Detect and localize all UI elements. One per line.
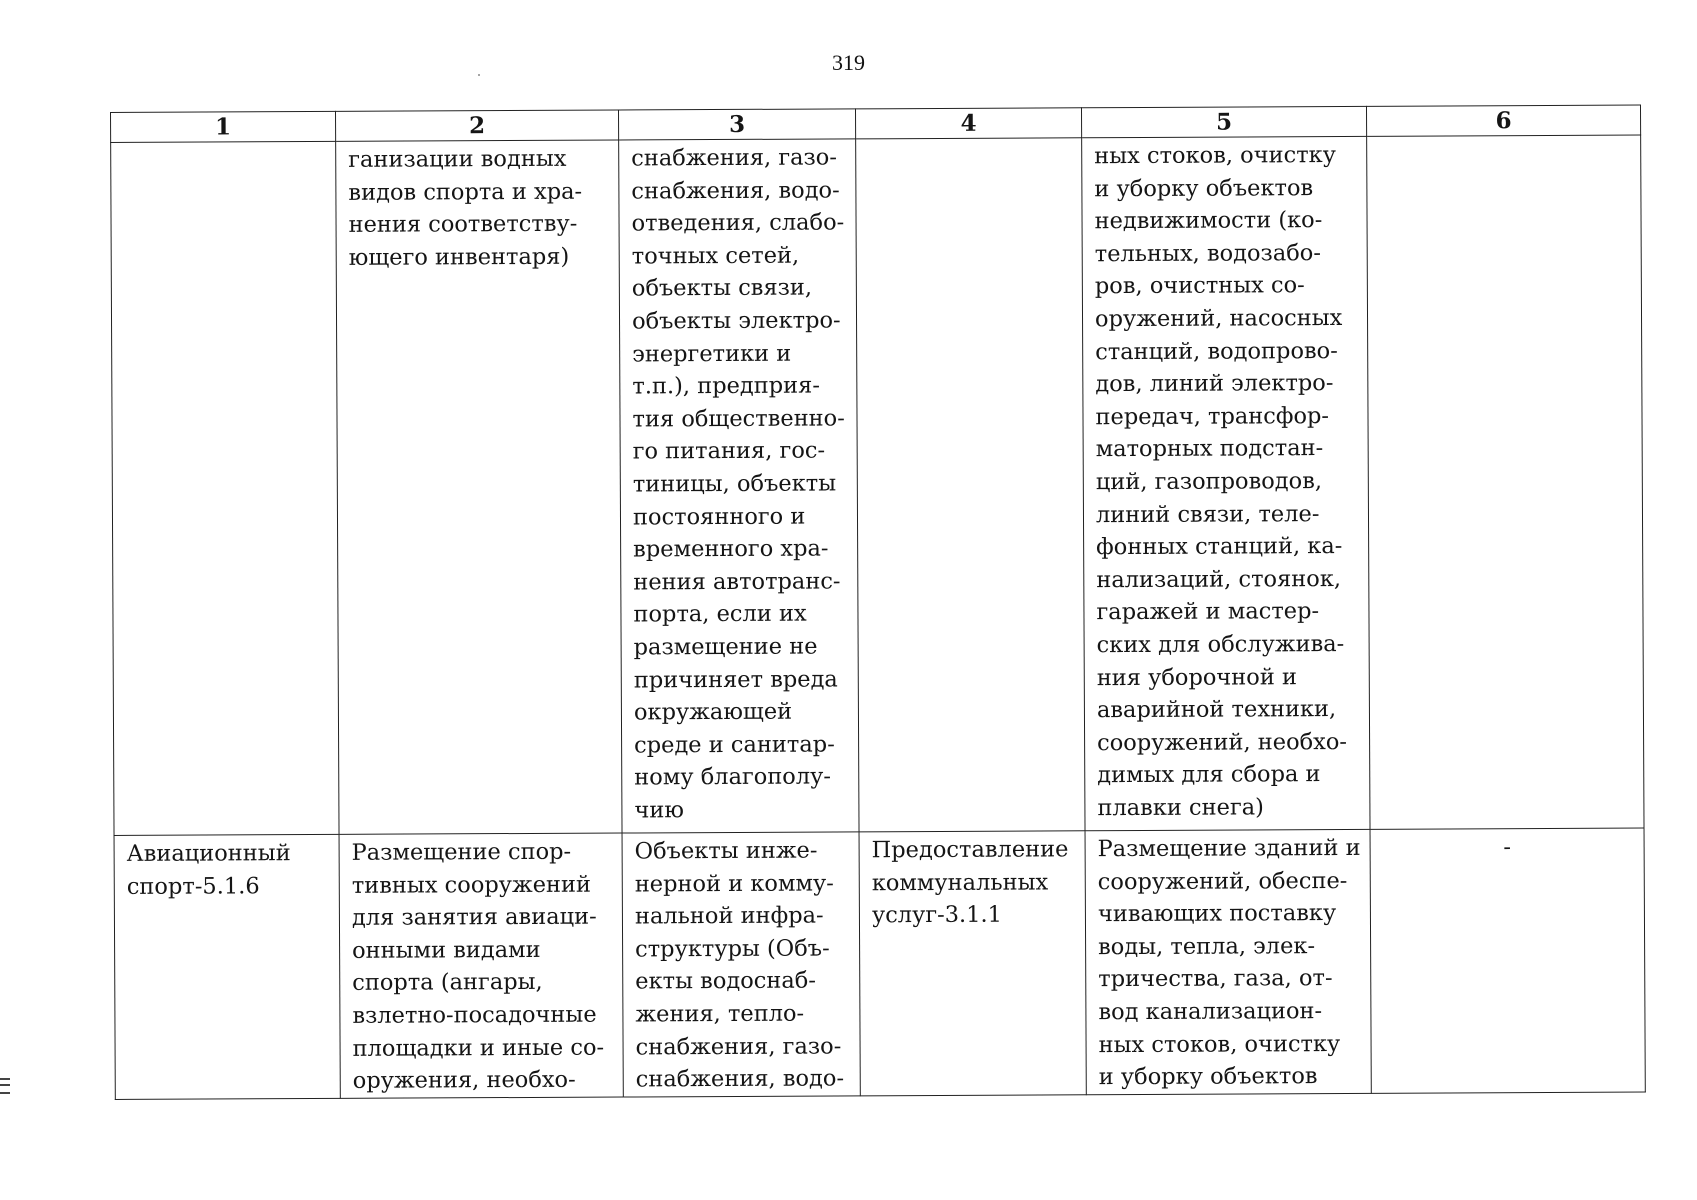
cell-text-line: оружений, насосных bbox=[1094, 304, 1343, 333]
cell-text-line: окружающей bbox=[633, 698, 793, 726]
cell-text-line: взлетно-посадочные bbox=[352, 1001, 597, 1029]
header-col-4: 4 bbox=[855, 108, 1081, 139]
cell-text-line: отведения, слабо- bbox=[631, 209, 845, 237]
cell-conditional-description bbox=[1082, 136, 1370, 830]
cell-text-line: ских для обслужива- bbox=[1096, 630, 1345, 659]
cell-text-line: тричества, газа, от- bbox=[1098, 965, 1333, 993]
cell-text-line: плавки снега) bbox=[1097, 794, 1264, 822]
header-col-5: 5 bbox=[1081, 106, 1366, 137]
cell-auxiliary-uses bbox=[619, 139, 859, 833]
cell-text-line: дов, линий электро- bbox=[1095, 370, 1334, 398]
cell-text-line: гаражей и мастер- bbox=[1096, 598, 1320, 626]
cell-text-line: маторных подстан- bbox=[1095, 435, 1324, 463]
cell-text-line: тельных, водозабо- bbox=[1094, 239, 1321, 267]
cell-type-description bbox=[336, 140, 622, 834]
cell-text-line: ций, газопроводов, bbox=[1095, 468, 1323, 496]
margin-mark bbox=[0, 1078, 10, 1094]
cell-text-line: Авиационный bbox=[126, 840, 291, 867]
cell-text-line: среде и санитар- bbox=[634, 731, 835, 759]
cell-text-line: нения соответству- bbox=[348, 210, 578, 239]
header-col-3: 3 bbox=[618, 109, 855, 140]
cell-text-line: нальной инфра- bbox=[634, 902, 824, 930]
cell-text-line: ных стоков, очистку bbox=[1094, 142, 1336, 170]
cell-text-line: структуры (Объ- bbox=[635, 935, 830, 963]
cell-text-line: недвижимости (ко- bbox=[1094, 207, 1323, 235]
cell-text-line: объекты электро- bbox=[631, 307, 841, 335]
document-table bbox=[110, 105, 1646, 1100]
cell-text-line: видов спорта и хра- bbox=[348, 178, 583, 206]
cell-conditional-description bbox=[1085, 829, 1371, 1094]
cell-text-line: жения, тепло- bbox=[635, 1000, 805, 1028]
cell-conditional-type bbox=[856, 138, 1085, 832]
cell-text-line: ров, очистных со- bbox=[1094, 272, 1305, 300]
cell-text-line: станций, водопрово- bbox=[1095, 337, 1338, 365]
cell-text-line: ющего инвентаря) bbox=[348, 243, 570, 271]
page-number: 319 bbox=[832, 50, 865, 75]
cell-text-line: передач, трансфор- bbox=[1095, 402, 1330, 430]
cell-text-line: ния уборочной и bbox=[1096, 663, 1298, 691]
header-col-2: 2 bbox=[335, 110, 618, 141]
header-col-6: 6 bbox=[1366, 105, 1640, 136]
cell-text-line: снабжения, водо- bbox=[635, 1065, 845, 1093]
cell-text-line: го питания, гос- bbox=[632, 437, 826, 465]
table-row-continued bbox=[111, 135, 1644, 835]
cell-text-line: чивающих поставку bbox=[1097, 900, 1337, 928]
cell-text-line: Объекты инже- bbox=[634, 837, 818, 865]
cell-text-line: вод канализацион- bbox=[1098, 998, 1323, 1026]
cell-text-line: и уборку объектов bbox=[1094, 174, 1314, 202]
cell-text-line: нения автотранс- bbox=[633, 568, 841, 596]
cell-text-line: екты водоснаб- bbox=[635, 967, 816, 995]
cell-text-line: площадки и иные со- bbox=[352, 1034, 605, 1062]
cell-text-line: онными видами bbox=[352, 936, 541, 964]
cell-text-line: ному благополу- bbox=[634, 763, 832, 791]
cell-text-line: т.п.), предприя- bbox=[632, 372, 821, 400]
cell-type-description bbox=[339, 833, 623, 1098]
cell-text-line: Предоставление bbox=[871, 836, 1069, 864]
cell-text-line: сооружений, необхо- bbox=[1097, 728, 1348, 756]
cell-text-line: постоянного и bbox=[632, 503, 806, 530]
cell-text-line: снабжения, газо- bbox=[635, 1033, 842, 1061]
cell-notes bbox=[1367, 135, 1644, 829]
cell-text-line: воды, тепла, элек- bbox=[1098, 932, 1316, 960]
header-col-1: 1 bbox=[111, 111, 336, 142]
cell-text-line: нализаций, стоянок, bbox=[1096, 565, 1342, 593]
cell-text-line: тия общественно- bbox=[632, 405, 845, 433]
cell-text-line: снабжения, газо- bbox=[631, 144, 837, 172]
cell-text-line: спорт-5.1.6 bbox=[126, 872, 260, 900]
cell-text-line: коммунальных bbox=[871, 869, 1049, 896]
cell-text-line: причиняет вреда bbox=[633, 665, 838, 693]
cell-text-line: чию bbox=[634, 797, 684, 824]
cell-text-line: тивных сооружений bbox=[351, 871, 592, 899]
cell-text-line: линий связи, теле- bbox=[1095, 500, 1320, 528]
cell-text-line: порта, если их bbox=[633, 600, 807, 628]
cell-conditional-type bbox=[859, 831, 1086, 1096]
cell-text-line: ганизации водных bbox=[348, 145, 567, 173]
cell-text-line: спорта (ангары, bbox=[352, 969, 543, 997]
cell-text-line: Размещение спор- bbox=[351, 838, 572, 866]
cell-text-line: - bbox=[1503, 834, 1511, 861]
cell-text-line: Размещение зданий и bbox=[1097, 834, 1361, 863]
cell-text-line: сооружений, обеспе- bbox=[1097, 867, 1348, 895]
cell-text-line: размещение не bbox=[633, 633, 818, 661]
cell-type-name bbox=[114, 834, 340, 1099]
cell-text-line: димых для сбора и bbox=[1097, 761, 1321, 789]
cell-auxiliary-uses bbox=[622, 832, 860, 1097]
cell-text-line: ных стоков, очистку bbox=[1098, 1030, 1341, 1058]
cell-type-name bbox=[111, 141, 339, 835]
cell-text-line: оружения, необхо- bbox=[352, 1066, 576, 1094]
table-row-aviation-sport bbox=[114, 828, 1645, 1099]
cell-text-line: снабжения, водо- bbox=[631, 177, 840, 205]
cell-text-line: аварийной техники, bbox=[1096, 696, 1337, 724]
cell-text-line: энергетики и bbox=[632, 340, 792, 368]
cell-notes bbox=[1370, 828, 1645, 1093]
cell-text-line: тиницы, объекты bbox=[632, 470, 837, 498]
cell-text-line: временного хра- bbox=[633, 535, 829, 563]
cell-text-line: и уборку объектов bbox=[1098, 1063, 1318, 1091]
cell-text-line: для занятия авиаци- bbox=[351, 903, 597, 932]
cell-text-line: точных сетей, bbox=[631, 242, 800, 270]
cell-text-line: объекты связи, bbox=[631, 274, 813, 302]
cell-text-line: услуг-3.1.1 bbox=[871, 901, 1003, 929]
cell-text-line: нерной и комму- bbox=[634, 870, 834, 898]
cell-text-line: фонных станций, ка- bbox=[1096, 533, 1343, 561]
